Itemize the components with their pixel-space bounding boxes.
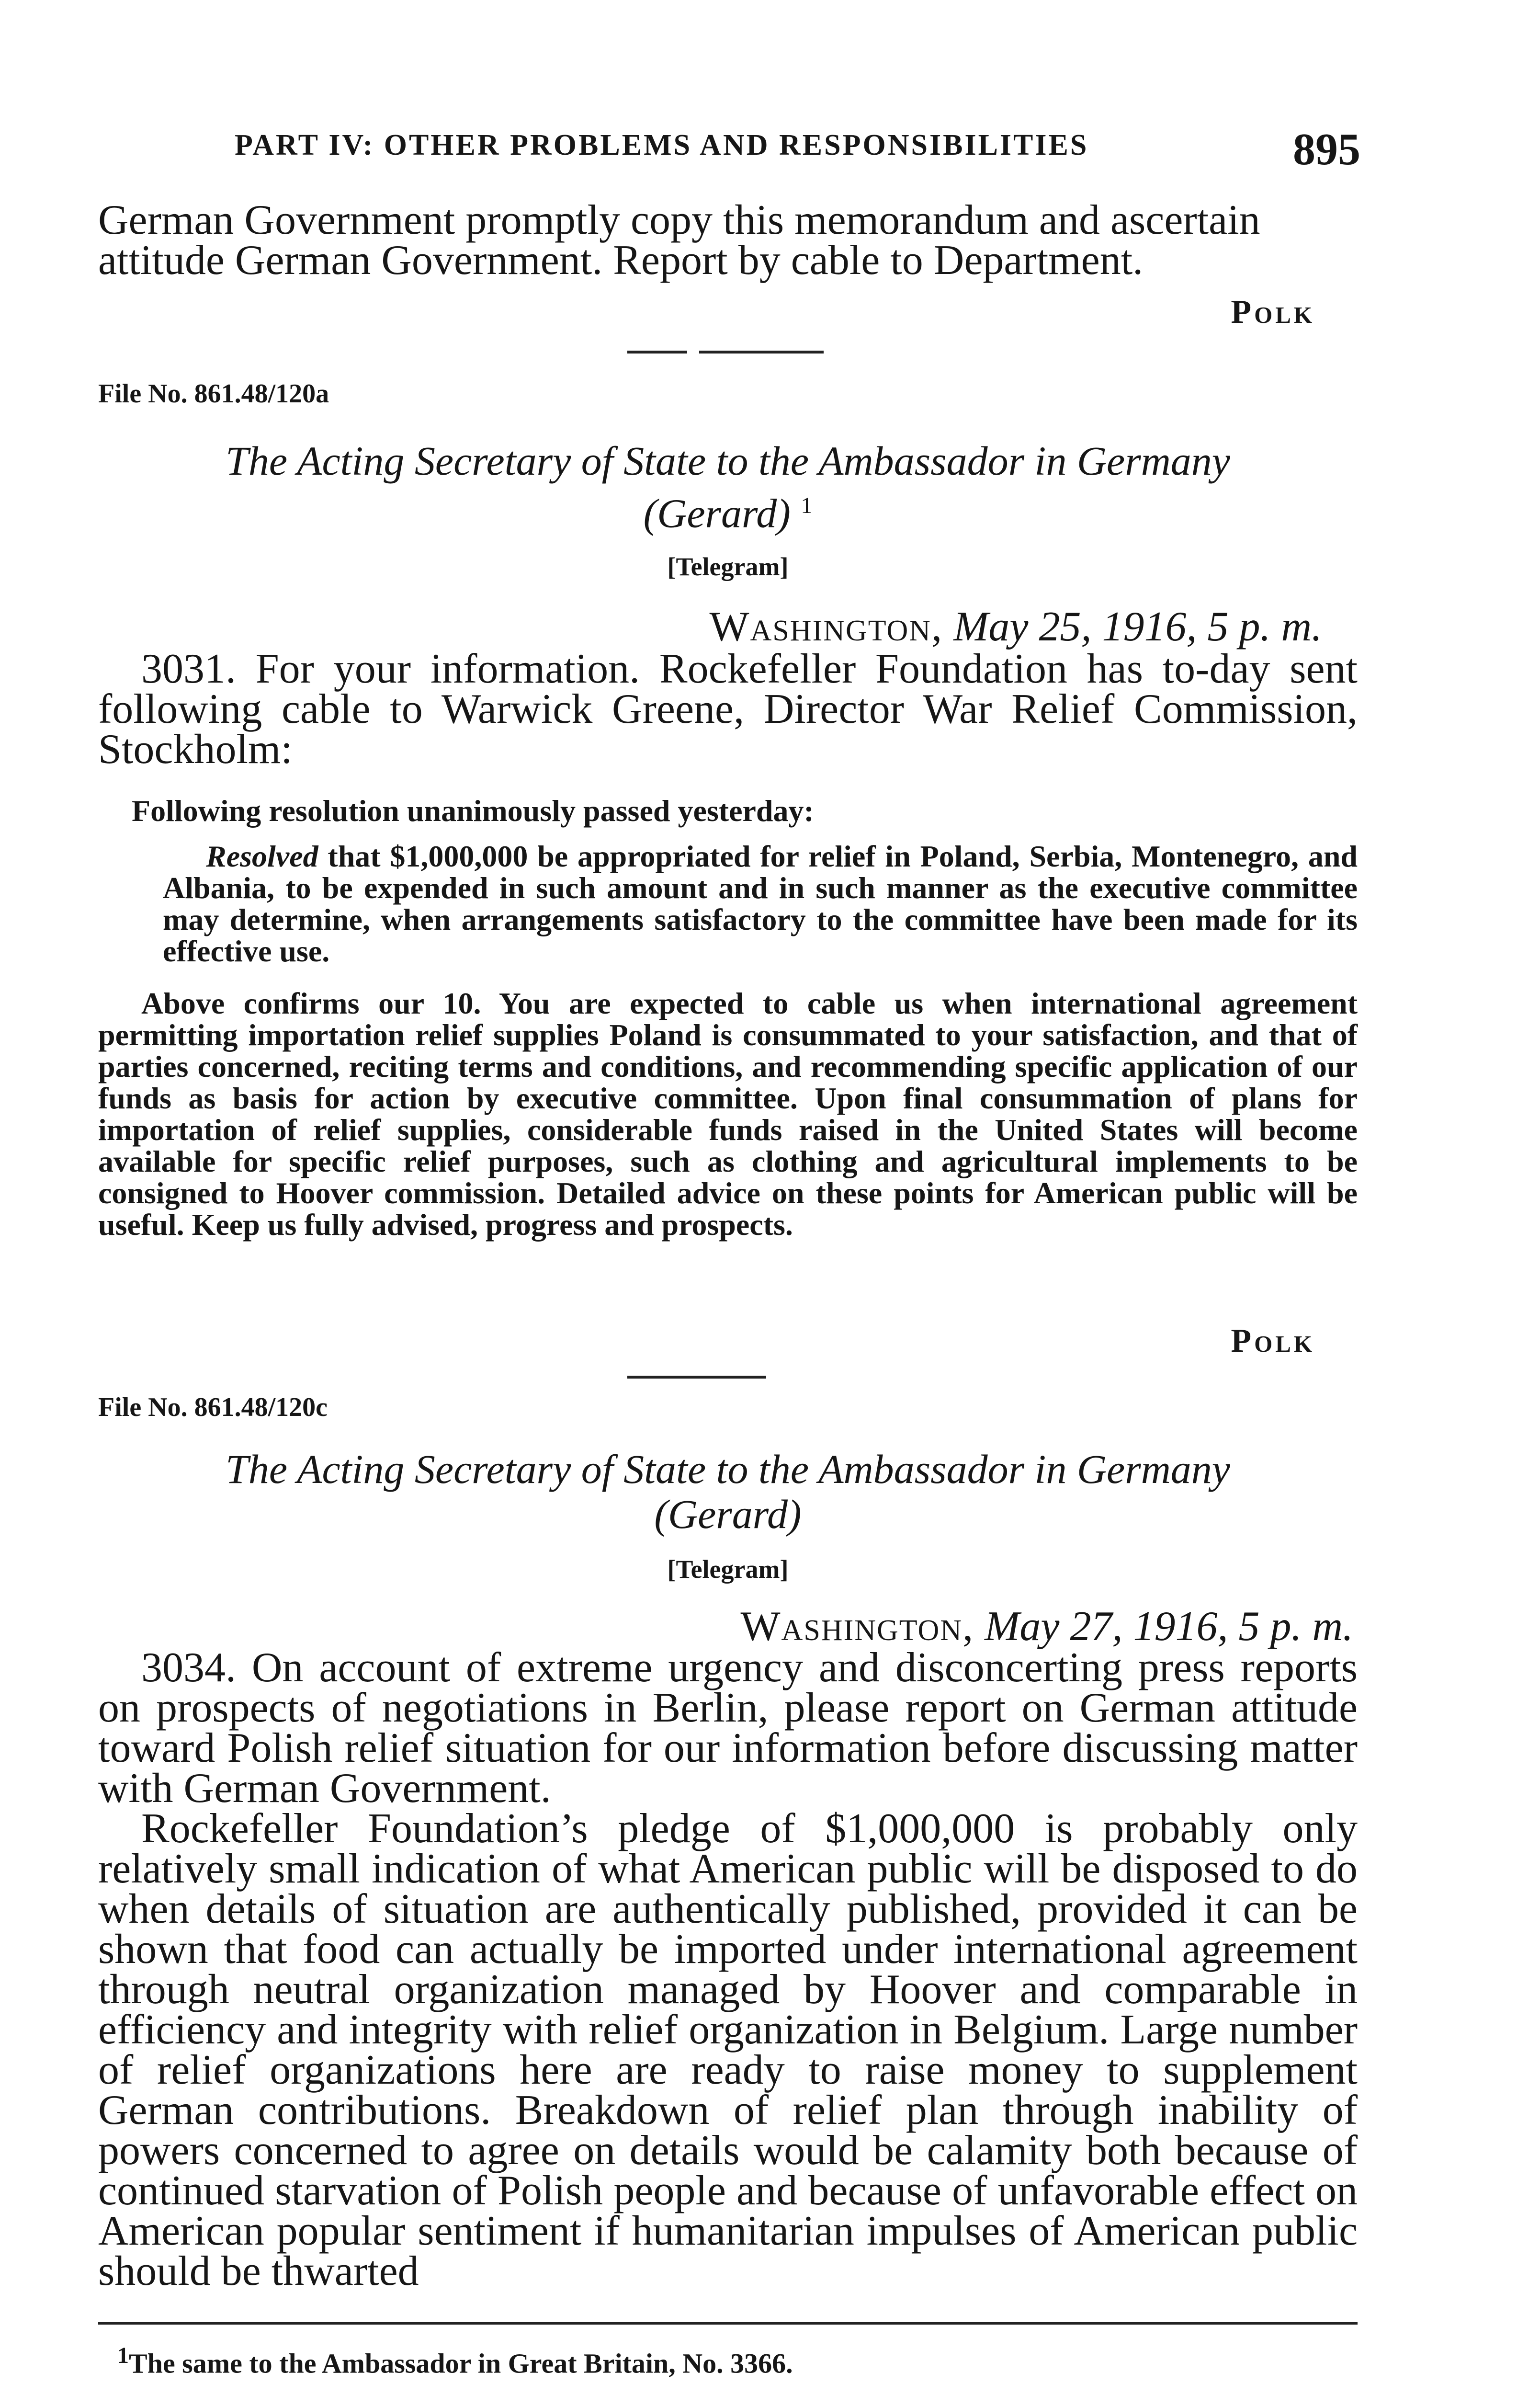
- continued-text: [98, 197, 1358, 284]
- telegram-label-1: [Telegram]: [667, 552, 789, 581]
- resolution-paragraph: [163, 841, 1358, 967]
- file-number-1: File No. 861.48/120a: [98, 379, 329, 409]
- page-number: 895: [1293, 125, 1360, 174]
- resolved-word: Resolved: [206, 839, 318, 873]
- footnote-marker: 1: [117, 2343, 129, 2368]
- separator-rule-2: [627, 1376, 766, 1379]
- resolution-block: [163, 841, 1358, 967]
- footnote-text: The same to the Ambassador in Great Britain, No. 3366.: [129, 2348, 793, 2379]
- quoted-cable-intro: Following resolution unanimously passed yesterday:: [132, 794, 814, 828]
- document-heading-1: [98, 438, 1358, 536]
- continued-text-line-1: German Government promptly copy this memorandum and ascertain: [98, 197, 1260, 243]
- message-intro-1-text: 3031. For your information. Rockefeller Foundation has to-day sent following cable to Warwick Greene, Director War Relief Commission, Stockholm:: [98, 646, 1358, 773]
- dateline-2-date: May 27, 1916, 5 p. m.: [985, 1603, 1353, 1650]
- message-intro-1: [98, 646, 1358, 773]
- heading-2-line-2: (Gerard): [654, 1491, 802, 1537]
- heading-2-line-1: The Acting Secretary of State to the Ambassador in Germany: [226, 1446, 1230, 1492]
- separator-rule-short: [627, 351, 687, 354]
- dateline-1-place: Washington,: [709, 604, 943, 650]
- footnote: [117, 2342, 793, 2379]
- dateline-2: [740, 1602, 1353, 1651]
- running-head: PART IV: OTHER PROBLEMS AND RESPONSIBILITIES: [235, 129, 1089, 161]
- message-2-paragraph-1: 3034. On account of extreme urgency and disconcerting press reports on prospects of negotiations in Berlin, please report on German attitude toward Polish relief situation for our information before discussing matter with German Government.: [98, 1644, 1358, 1812]
- signature-polk-1: Polk: [1231, 294, 1315, 331]
- dateline-2-place: Washington,: [740, 1603, 974, 1650]
- quoted-cable-body-text: Above confirms our 10. You are expected to cable us when international agreement permitting importation relief supplies Poland is consummated to your satisfaction, and that of parties concerned, reciting terms and conditions, and recommending specific application of our funds as basis for action by executive committee. Upon final consummation of plans for importation of relief supplies, considerable funds raised in the United States will become available for specific relief purposes, such as clothing and agricultural implements to be consigned to Hoover commission. Detailed advice on these points for American public will be useful. Keep us fully advised, progress and prospects.: [98, 986, 1358, 1242]
- message-2-paragraph-2: Rockefeller Foundation’s pledge of $1,000,000 is probably only relatively small indication of what American public will be disposed to do when details of situation are authentically published, provided it can be shown that food can actually be imported under international agreement through neutral organization managed by Hoover and comparable in efficiency and integrity with relief organization in Belgium. Large number of relief organizations here are ready to raise money to supplement German contributions. Breakdown of relief plan through inability of powers concerned to agree on details would be calamity both because of continued starvation of Polish people and because of unfavorable effect on American popular sentiment if humanitarian impulses of American public should be thwarted: [98, 1805, 1358, 2294]
- resolution-text: that $1,000,000 be appropriated for relief in Poland, Serbia, Montenegro, and Albania, to be expended in such amount and in such manner as the executive committee may determine, when arrangements satisfactory to the committee have been made for its effective use.: [163, 839, 1358, 968]
- message-body-2: [98, 1644, 1358, 2294]
- quoted-cable-body: [98, 988, 1358, 1241]
- dateline-1-date: May 25, 1916, 5 p. m.: [953, 604, 1322, 650]
- dateline-1: [709, 603, 1322, 651]
- footnote-rule: [98, 2322, 1358, 2325]
- quoted-cable: [132, 795, 1358, 827]
- footnote-reference-1: 1: [801, 493, 813, 518]
- continued-text-line-2: attitude German Government. Report by cable to Department.: [98, 237, 1144, 284]
- telegram-label-2: [Telegram]: [667, 1555, 789, 1584]
- file-number-2: File No. 861.48/120c: [98, 1392, 328, 1422]
- heading-1-line-2: [98, 483, 1358, 536]
- document-heading-2: [98, 1447, 1358, 1537]
- separator-rule-long: [699, 351, 824, 354]
- heading-1-addressee: (Gerard): [643, 490, 791, 536]
- heading-1-line-1: The Acting Secretary of State to the Ambassador in Germany: [226, 438, 1230, 484]
- signature-polk-2: Polk: [1231, 1323, 1315, 1359]
